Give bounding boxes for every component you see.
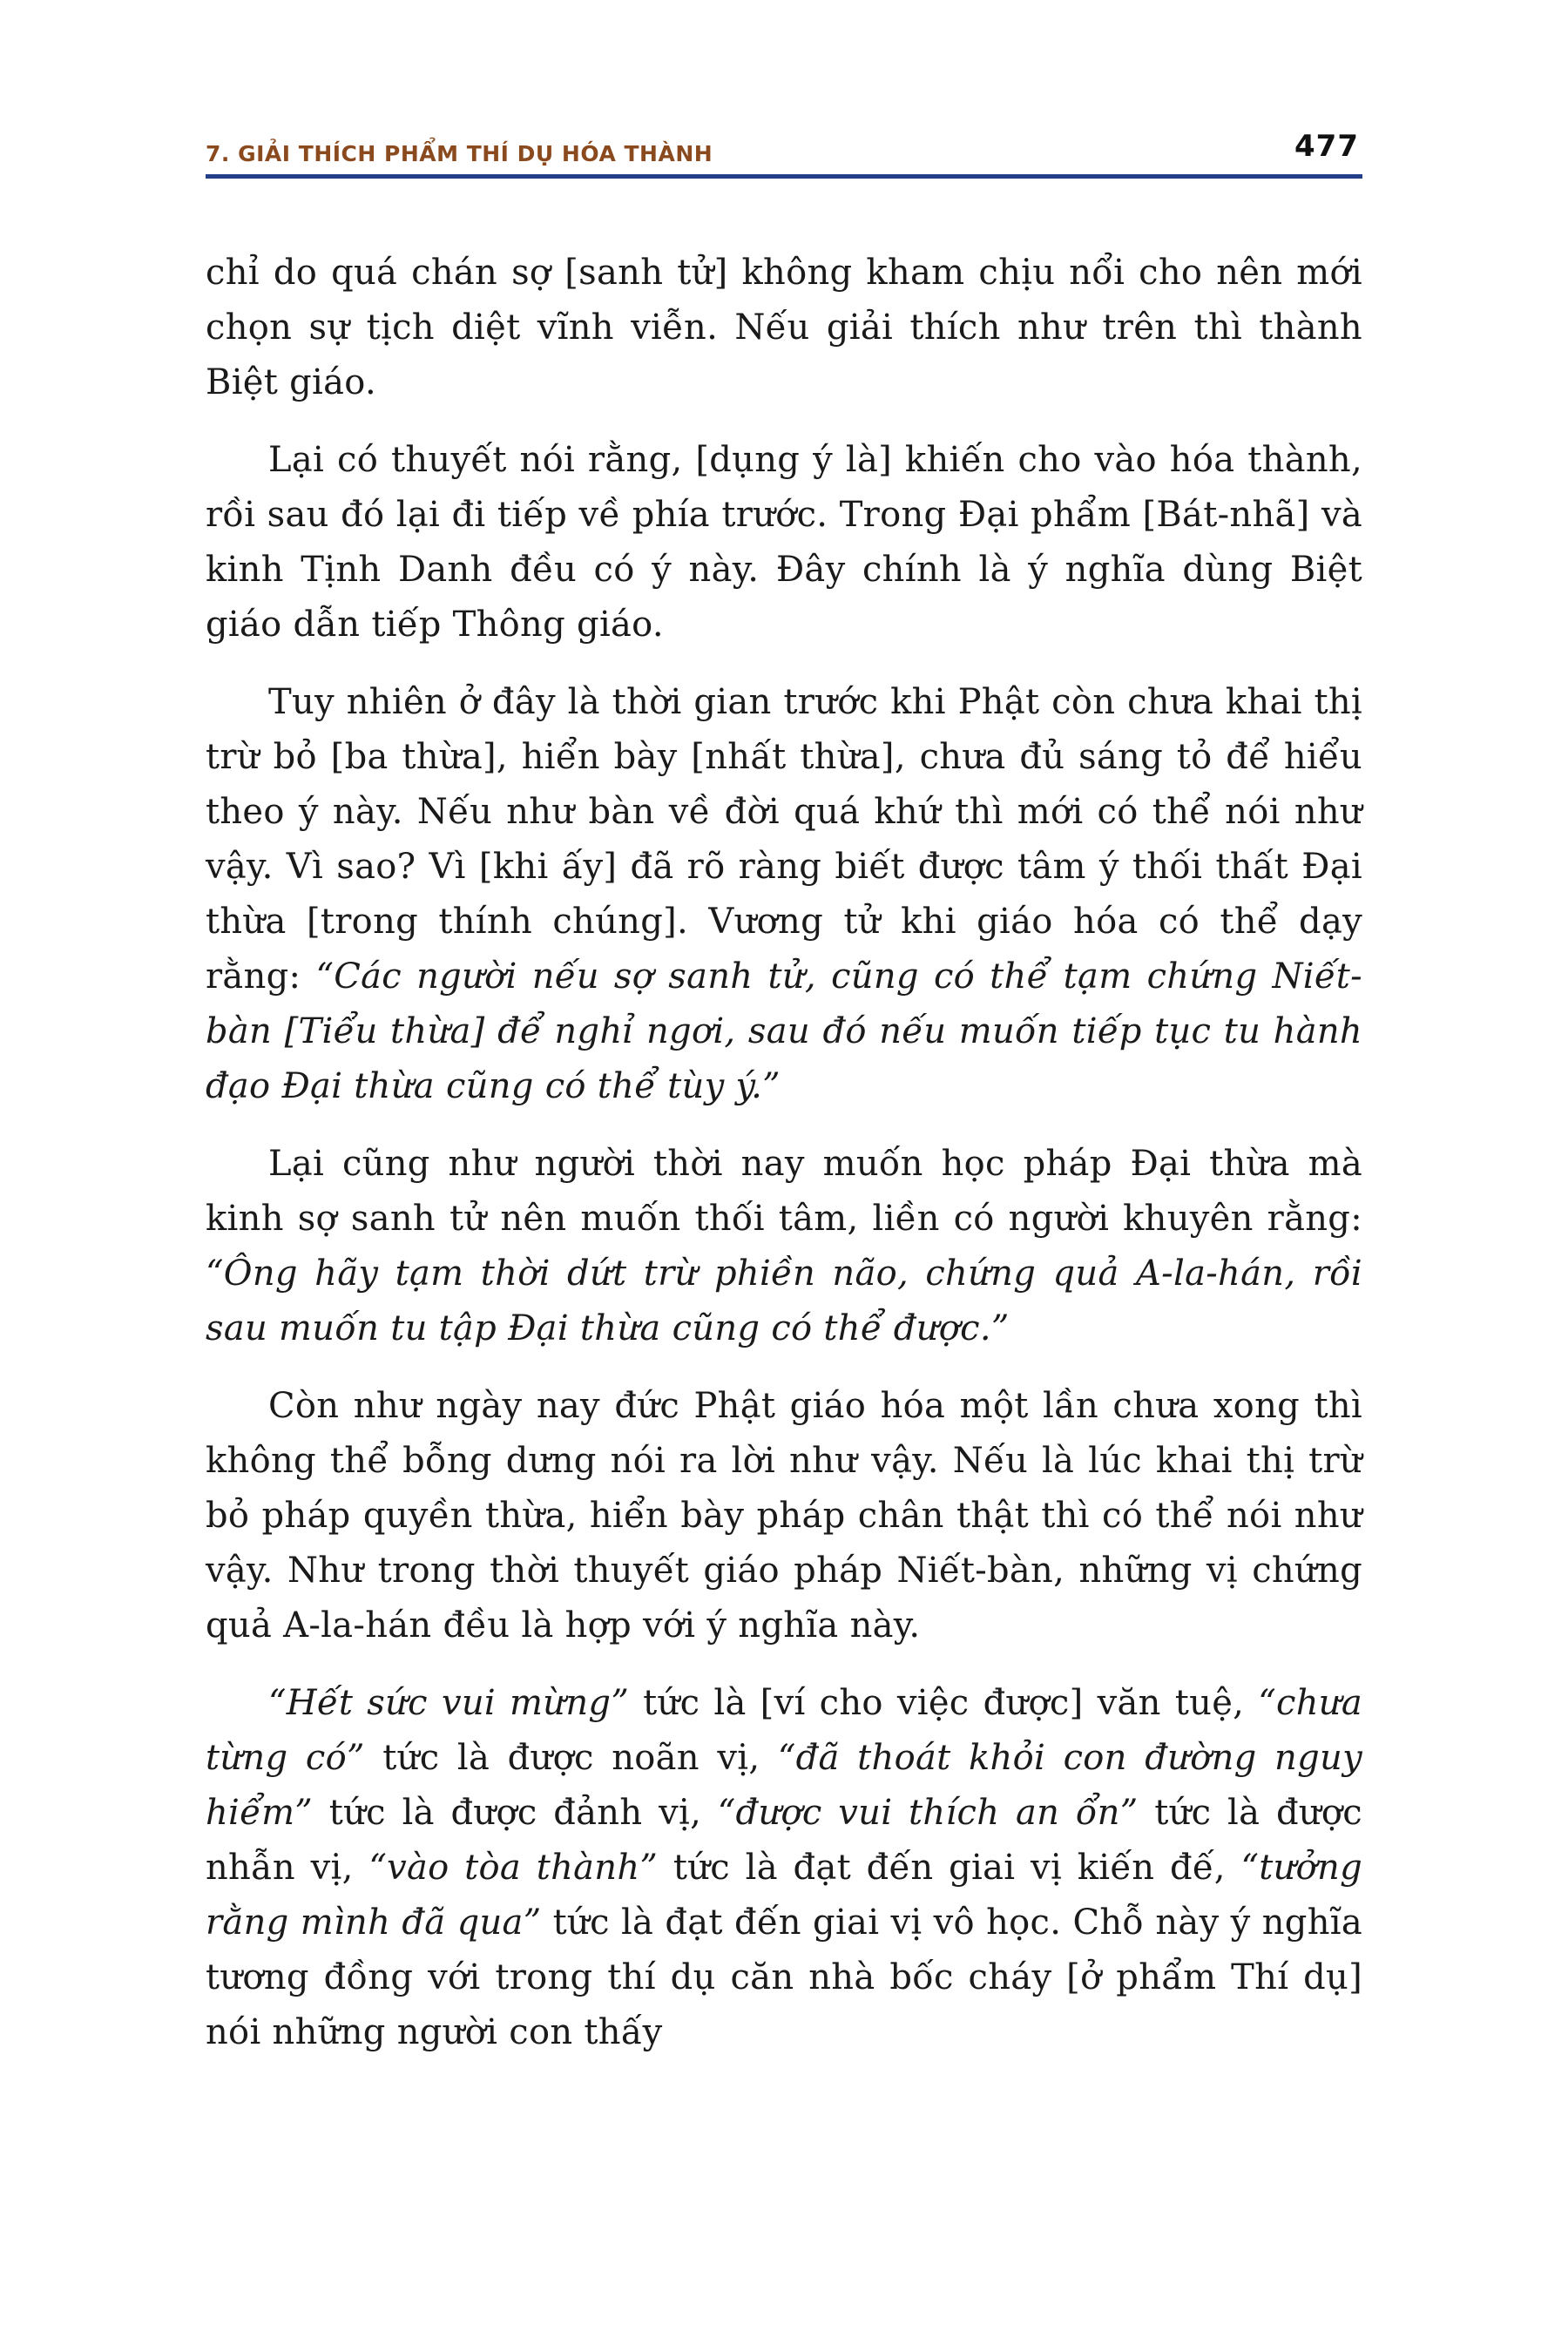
page-number: 477 [1294, 129, 1359, 164]
paragraph [206, 1379, 1362, 1653]
quoted-text: “Ông hãy tạm thời dứt trừ phiền não, chứng quả A-la-hán, rồi sau muốn tu tập Đại thừa cũng có thể được.” [206, 1254, 1362, 1348]
quoted-text: “tưởng rằng mình đã qua” [206, 1848, 1362, 1943]
text-run: Còn như ngày nay đức Phật giáo hóa một lần chưa xong thì không thể bỗng dưng nói ra lời như vậy. Nếu là lúc khai thị trừ bỏ pháp quyền thừa, hiển bày pháp chân thật thì có thể nói như vậy. Như trong thời thuyết giáo pháp Niết-bàn, những vị chứng quả A-la-hán đều là hợp với ý nghĩa này. [206, 1386, 1362, 1646]
text-run: tức là đạt đến giai vị vô học. Chỗ này ý nghĩa tương đồng với trong thí dụ căn nhà bốc cháy [ở phẩm Thí dụ] nói những người con thấy [206, 1903, 1362, 2052]
quoted-text: “Hết sức vui mừng” [268, 1683, 630, 1723]
paragraph [206, 433, 1362, 652]
paragraph [206, 246, 1362, 410]
paragraph [206, 1137, 1362, 1356]
header-rule [206, 174, 1362, 179]
paragraph [206, 1676, 1362, 2060]
body-text [206, 246, 1362, 2083]
text-run: tức là đạt đến giai vị kiến đế, [658, 1848, 1241, 1888]
text-run: tức là được đảnh vị, [313, 1793, 718, 1833]
text-run: tức là [ví cho việc được] văn tuệ, [629, 1683, 1259, 1723]
paragraph [206, 675, 1362, 1114]
text-run: Tuy nhiên ở đây là thời gian trước khi Phật còn chưa khai thị trừ bỏ [ba thừa], hiển bày [nhất thừa], chưa đủ sáng tỏ để hiểu theo ý này. Nếu như bàn về đời quá khứ thì mới có thể nói như vậy. Vì sao? Vì [khi ấy] đã rõ ràng biết được tâm ý thối thất Đại thừa [trong thính chúng]. Vương tử khi giáo hóa có thể dạy rằng: [206, 682, 1362, 997]
quoted-text: “đã thoát khỏi con đường nguy hiểm” [206, 1738, 1362, 1833]
quoted-text: “Các người nếu sợ sanh tử, cũng có thể tạm chứng Niết-bàn [Tiểu thừa] để nghỉ ngơi, sau đó nếu muốn tiếp tục tu hành đạo Đại thừa cũng có thể tùy ý.” [206, 956, 1362, 1106]
text-run: tức là được nhẫn vị, [206, 1793, 1362, 1888]
quoted-text: “vào tòa thành” [368, 1848, 659, 1888]
running-title: 7. GIẢI THÍCH PHẨM THÍ DỤ HÓA THÀNH [206, 141, 713, 166]
quoted-text: “chưa từng có” [206, 1683, 1362, 1778]
text-run: tức là được noãn vị, [364, 1738, 778, 1778]
page-header [206, 129, 1362, 179]
text-run: Lại cũng như người thời nay muốn học pháp Đại thừa mà kinh sợ sanh tử nên muốn thối tâm, liền có người khuyên rằng: [206, 1144, 1362, 1239]
text-run: Lại có thuyết nói rằng, [dụng ý là] khiến cho vào hóa thành, rồi sau đó lại đi tiếp về phía trước. Trong Đại phẩm [Bát-nhã] và kinh Tịnh Danh đều có ý này. Đây chính là ý nghĩa dùng Biệt giáo dẫn tiếp Thông giáo. [206, 440, 1362, 645]
quoted-text: “được vui thích an ổn” [717, 1793, 1139, 1833]
text-run: chỉ do quá chán sợ [sanh tử] không kham chịu nổi cho nên mới chọn sự tịch diệt vĩnh viễn. Nếu giải thích như trên thì thành Biệt giáo. [206, 253, 1362, 402]
